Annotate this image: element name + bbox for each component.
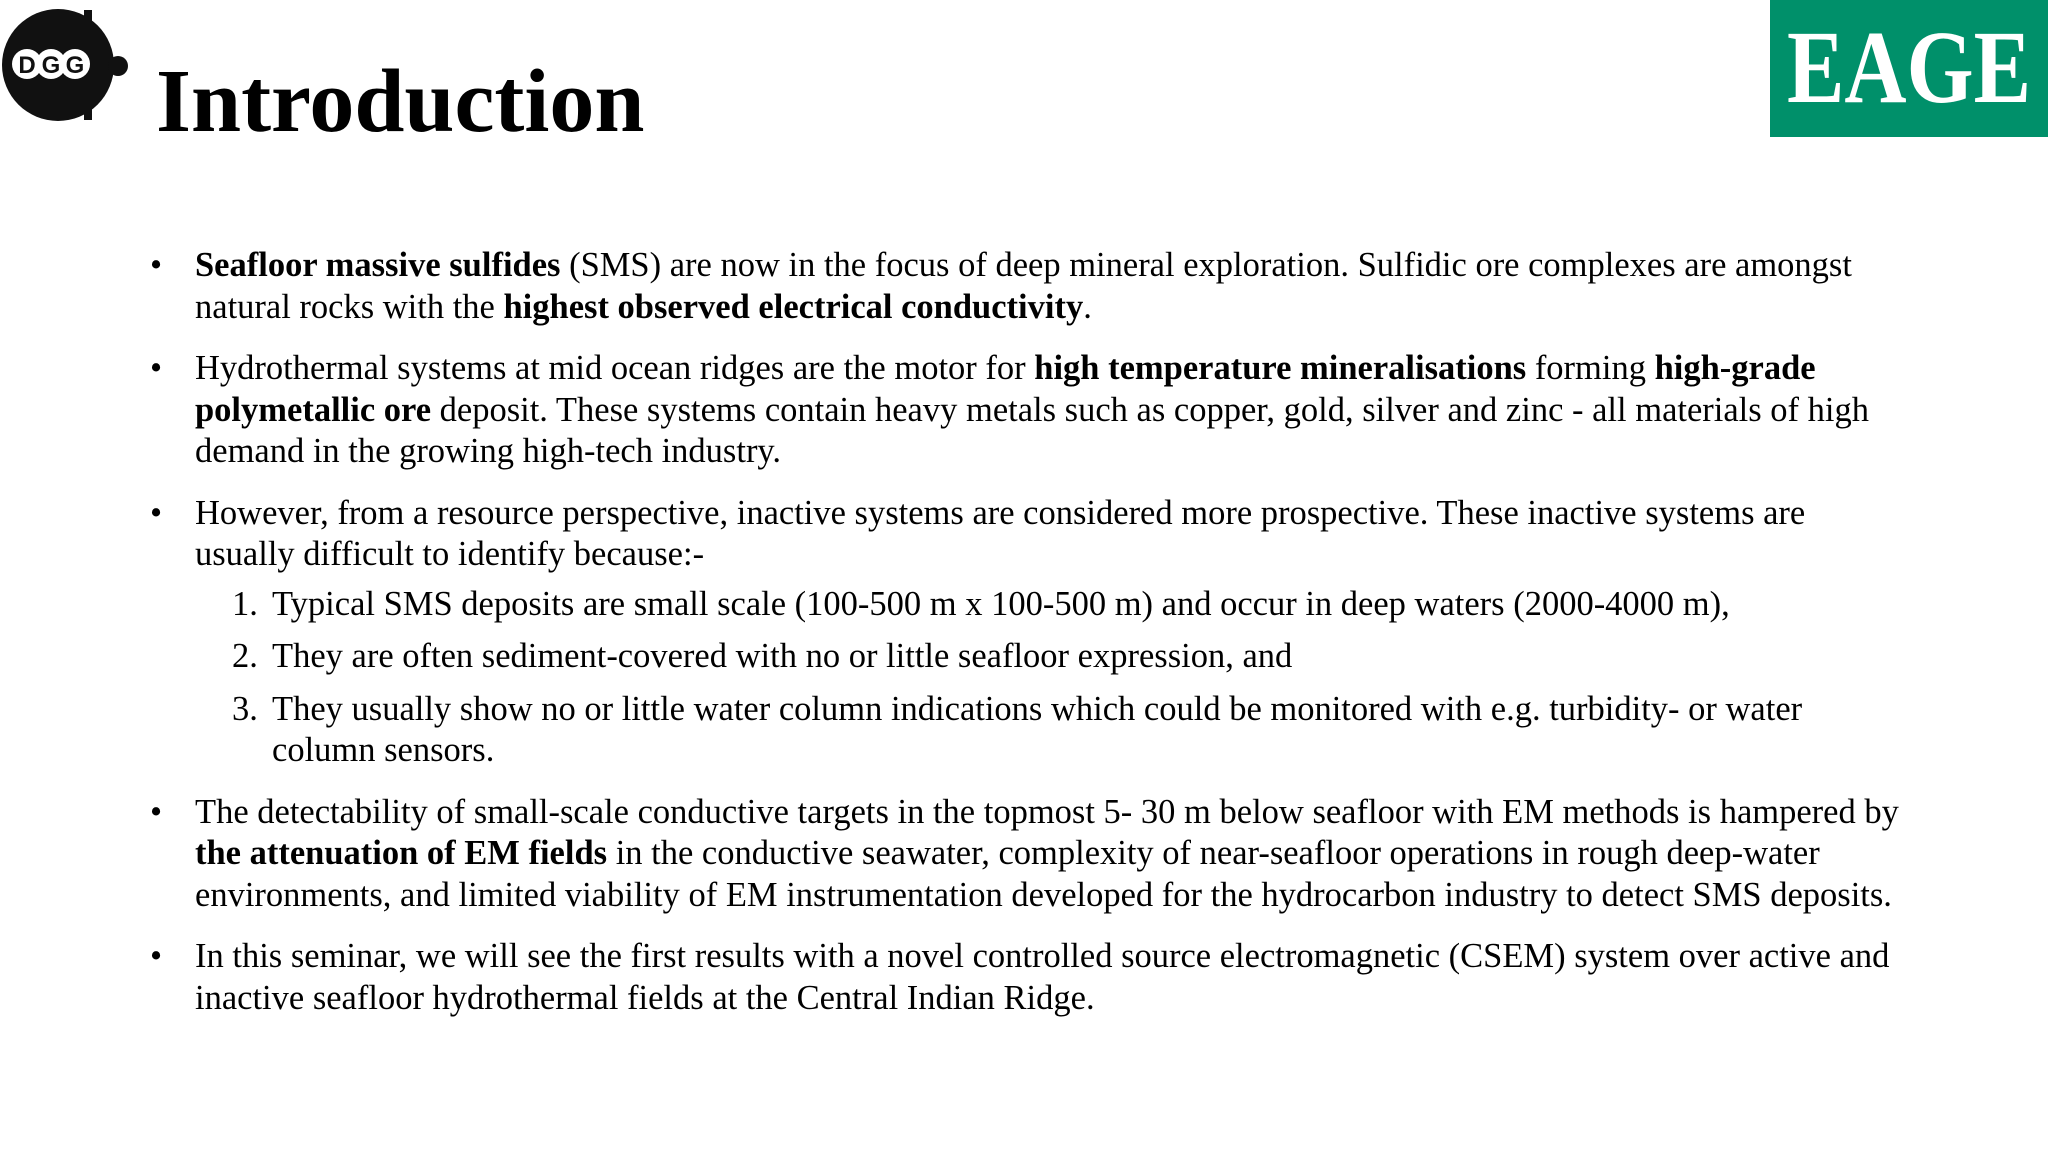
numbered-list bbox=[150, 584, 1900, 772]
numbered-item: 2. They are often sediment-covered with no or little seafloor expression, and bbox=[150, 636, 1900, 678]
bullet-item: • In this seminar, we will see the first results with a novel controlled source electromagnetic (CSEM) system over active and inactive seafloor hydrothermal fields at the Central Indian Ridge. bbox=[150, 937, 1890, 1017]
eage-logo bbox=[1770, 0, 2048, 137]
numbered-item: 1. Typical SMS deposits are small scale (100-500 m x 100-500 m) and occur in deep waters (2000-4000 m), bbox=[150, 584, 1900, 626]
bullet-marker: • bbox=[150, 349, 163, 387]
bullet-marker: • bbox=[150, 937, 163, 975]
bullet-marker: • bbox=[150, 792, 163, 831]
item-number: 2. bbox=[232, 637, 258, 675]
svg-text:EAGE: EAGE bbox=[1787, 10, 2031, 125]
svg-text:G: G bbox=[65, 52, 85, 79]
bullet-marker: • bbox=[150, 493, 163, 532]
bullet-item: • However, from a resource perspective, inactive systems are considered more prospective. These inactive systems are usually difficult to identify because:- bbox=[150, 493, 1806, 573]
item-number: 1. bbox=[232, 584, 258, 623]
bullet-item: • Seafloor massive sulfides (SMS) are now in the focus of deep mineral exploration. Sulfidic ore complexes are amongst natural rocks with the highest observed electrical conductivity. bbox=[150, 246, 1852, 326]
svg-text:D: D bbox=[18, 52, 36, 79]
bullet-marker: • bbox=[150, 246, 163, 284]
item-number: 3. bbox=[232, 689, 258, 728]
bullet-list bbox=[150, 245, 1900, 1039]
numbered-item: 3. They usually show no or little water column indications which could be monitored with e.g. turbidity- or water column sensors. bbox=[232, 689, 1803, 769]
slide-title: Introduction bbox=[156, 52, 645, 151]
svg-text:G: G bbox=[41, 52, 61, 79]
bullet-item: • The detectability of small-scale conductive targets in the topmost 5- 30 m below seafloor with EM methods is hampered by the attenuation of EM fields in the conductive seawater, complexity of near-seafloor operations in rough deep-water environments, and limited viability of EM instrumentation developed for the hydrocarbon industry to detect SMS deposits. bbox=[150, 792, 1899, 914]
dgg-logo bbox=[0, 0, 132, 130]
bullet-item: • Hydrothermal systems at mid ocean ridges are the motor for high temperature mineralisations forming high-grade polymetallic ore deposit. These systems contain heavy metals such as copper, gold, silver and zinc - all materials of high demand in the growing high-tech industry. bbox=[150, 349, 1869, 470]
